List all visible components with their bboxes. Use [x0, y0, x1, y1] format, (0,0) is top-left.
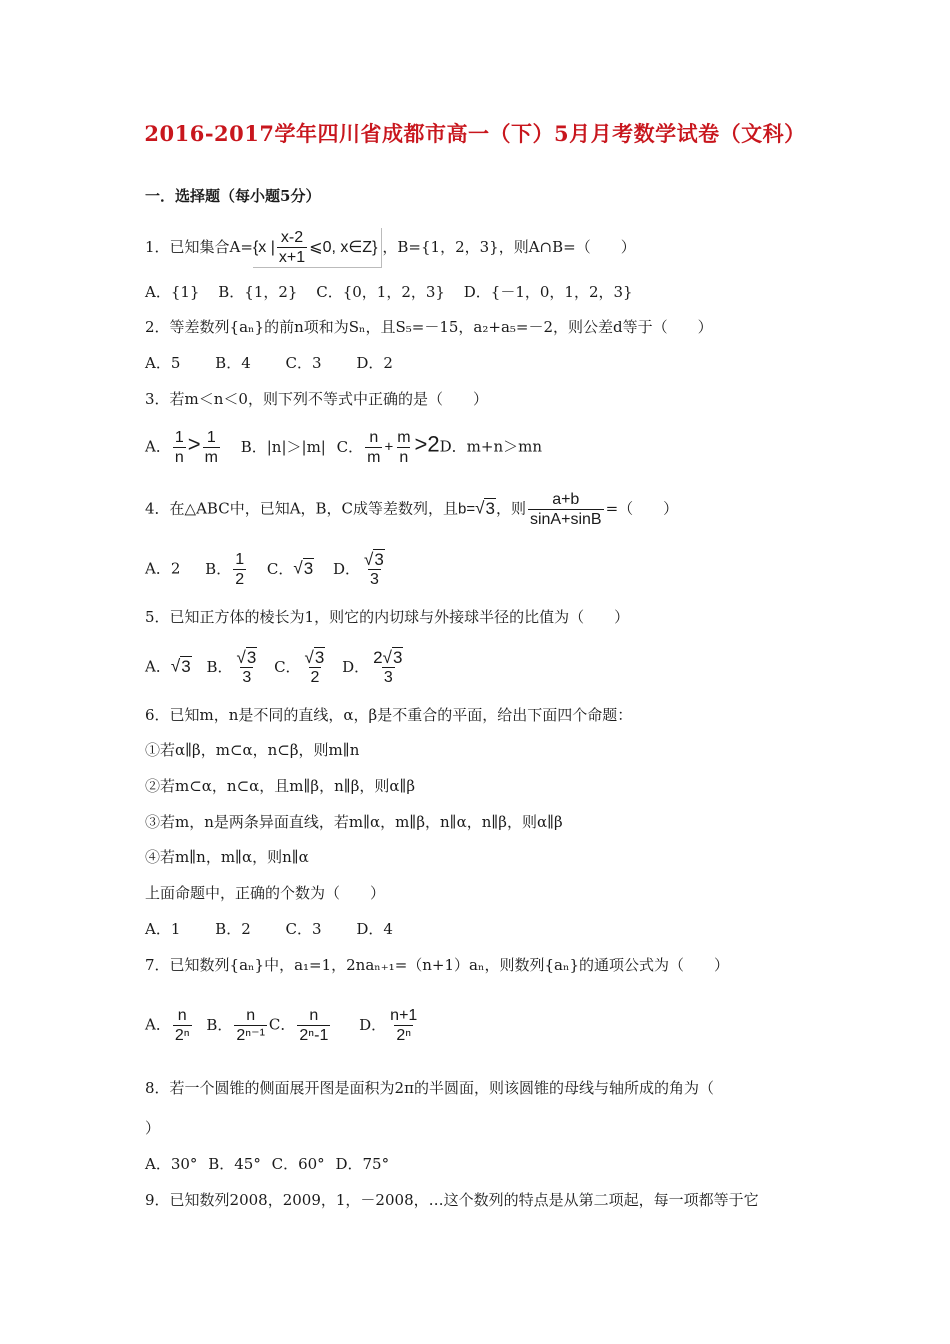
question-4: 4．在△ABC中，已知A，B，C成等差数列，且b=√3，则 $\frac{a+b}{\sin A+\sin B}$ =（ ） — [145, 491, 679, 528]
question-6: 6．已知m，n是不同的直线，α，β是不重合的平面，给出下面四个命题： — [145, 706, 633, 724]
q8-options — [145, 1152, 403, 1176]
question-9: 9．已知数列2008，2009，1，－2008，…这个数列的特点是从第二项起，每一项都等于它 — [145, 1191, 759, 1209]
q2-options — [145, 351, 407, 375]
q6-prop-3: ③若m，n是两条异面直线，若m∥α，m∥β，n∥α，n∥β，则α∥β — [145, 813, 563, 831]
q8-option-a: A．30° — [145, 1155, 198, 1173]
q8-option-b: B．45° — [208, 1155, 261, 1173]
q4-fraction: $\frac{a+b}{\sin A+\sin B}$ — [529, 491, 602, 528]
q1-fraction: $\frac{x-2}{x+1}$ — [278, 229, 306, 266]
q1-option-b: B．{1，2} — [218, 283, 298, 301]
q1-suffix: ，B={1，2，3}，则A∩B=（ ） — [382, 238, 636, 256]
q2-option-c: C．3 — [285, 354, 322, 372]
q5-options: A．√3 B． $\frac{√3}{3}$ C． $\frac{√3}{2}$ D． $\frac{2√3}{3}$ — [145, 648, 403, 686]
q3-options: A． $\frac{1}{n}$ > $\frac{1}{m}$ B．|n|＞|m| C． $\frac{n}{m}$ + $\frac{m}{n}$ >2D．m+n＞mn — [145, 429, 542, 466]
page-title: 2016-2017学年四川省成都市高一（下）5月月考数学试卷（文科） — [144, 121, 806, 146]
q3-option-d: D．m+n＞mn — [439, 437, 542, 456]
question-5: 5．已知正方体的棱长为1，则它的内切球与外接球半径的比值为（ ） — [145, 608, 630, 626]
question-3: 3．若m＜n＜0，则下列不等式中正确的是（ ） — [145, 390, 488, 408]
q2-option-b: B．4 — [215, 354, 251, 372]
q3-option-c: C． — [336, 437, 364, 456]
q7-option-c: C． — [268, 1015, 296, 1034]
q7-option-a: A． — [145, 1015, 171, 1034]
q4-option-b: B． — [205, 559, 232, 578]
question-8-cont: ） — [145, 1119, 161, 1137]
q1-prefix: 1．已知集合A= — [145, 238, 253, 256]
q6-option-d: D．4 — [356, 920, 393, 938]
q2-option-a: A．5 — [145, 354, 181, 372]
q6-option-a: A．1 — [145, 920, 181, 938]
q8-option-d: D．75° — [335, 1155, 390, 1173]
q7-options: A． $\frac{n}{\text{2ⁿ}}$ B． $\frac{n}{\text{2ⁿ⁻¹}}$ C． $\frac{n}{\text{2ⁿ-1}}$ D． $\frac{n+1}{\text{2ⁿ}}$ — [145, 1007, 418, 1044]
q5-option-a: A． — [145, 657, 171, 676]
q1-option-d: D．{－1，0，1，2，3} — [463, 283, 633, 301]
q6-option-b: B．2 — [215, 920, 251, 938]
q6-prop-4: ④若m∥n，m∥α，则n∥α — [145, 848, 309, 866]
q5-option-b: B． — [206, 657, 233, 676]
section-heading: 一．选择题（每小题5分） — [145, 187, 321, 205]
q5-option-d: D． — [342, 657, 370, 676]
q1-option-a: A．{1} — [145, 283, 200, 301]
q1-option-c: C．{0，1，2，3} — [316, 283, 445, 301]
question-1 — [145, 228, 636, 268]
q4-option-a: A．2 — [145, 559, 181, 578]
q6-option-c: C．3 — [285, 920, 322, 938]
q1-set-formula: {x | $\frac{x-2}{x+1}$ ⩽0, x∈Z} — [253, 228, 382, 268]
q6-question: 上面命题中，正确的个数为（ ） — [145, 884, 386, 902]
q4-option-c: C． — [266, 559, 294, 578]
q1-options — [145, 280, 647, 304]
q6-prop-1: ①若α∥β，m⊂α，n⊂β，则m∥n — [145, 741, 360, 759]
q6-options — [145, 917, 407, 941]
q4-options: A．2 B． $\frac{1}{2}$ C．√3 D． $\frac{√3}{3}$ — [145, 550, 384, 588]
q2-option-d: D．2 — [356, 354, 393, 372]
q3-option-a: A． — [145, 437, 171, 456]
q7-option-b: B． — [206, 1015, 233, 1034]
sqrt-3: √3 — [475, 498, 495, 518]
question-2: 2．等差数列{aₙ}的前n项和为Sₙ，且S₅=－15，a₂+a₅=－2，则公差d等于（ ） — [145, 318, 713, 336]
question-8: 8．若一个圆锥的侧面展开图是面积为2π的半圆面，则该圆锥的母线与轴所成的角为（ — [145, 1079, 714, 1097]
q4-option-d: D． — [332, 559, 360, 578]
q3-option-b: B．|n|＞|m| — [240, 437, 326, 456]
question-7: 7．已知数列{aₙ}中，a₁=1，2naₙ₊₁=（n+1）aₙ，则数列{aₙ}的通项公式为（ ） — [145, 956, 729, 974]
q6-prop-2: ②若m⊂α，n⊂α，且m∥β，n∥β，则α∥β — [145, 777, 416, 795]
q8-option-c: C．60° — [271, 1155, 325, 1173]
q5-option-c: C． — [274, 657, 301, 676]
q7-option-d: D． — [359, 1015, 387, 1034]
